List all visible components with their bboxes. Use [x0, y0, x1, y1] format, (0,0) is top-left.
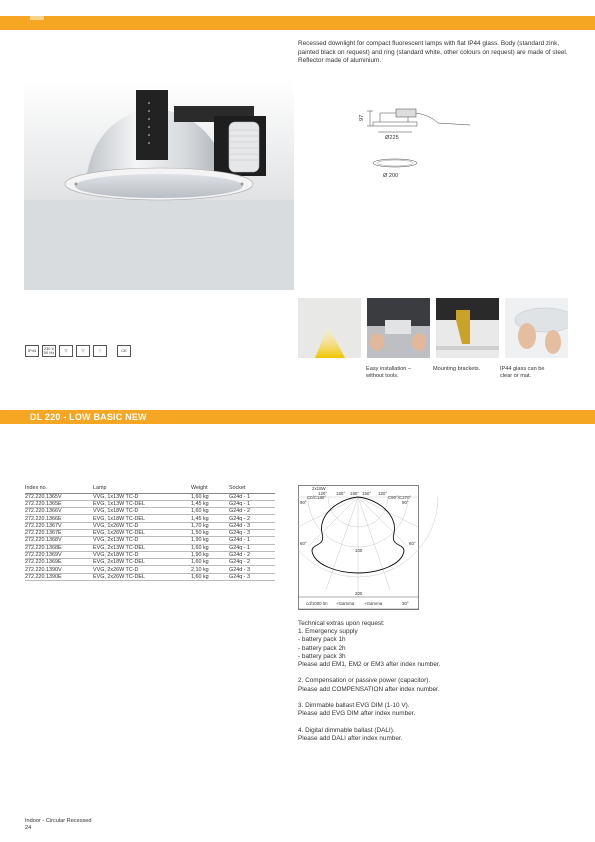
polar-plane-c0: C0/C180° [307, 495, 327, 500]
cell-socket: G24q - 1 [229, 500, 275, 507]
cell-weight: 1,90 kg [191, 551, 229, 558]
cell-weight: 1,60 kg [191, 544, 229, 551]
glass-photo [505, 298, 568, 358]
extras-line: Please add EVG DIM after index number. [298, 710, 416, 718]
extras-line: Please add EM1, EM2 or EM3 after index number. [298, 661, 441, 669]
product-description: Recessed downlight for compact fluorescent lamps with flat IP44 glass. Body (standard zink, painted black on request) and ring (standard white, other colours on request) are made of steel. Reflector made of aluminium. [298, 40, 568, 65]
installation-photo [367, 298, 430, 358]
cell-index: 272.220.1390V [25, 566, 93, 573]
table-row [25, 508, 275, 515]
polar-top-angle: 90° [402, 500, 409, 505]
extras-line: 3. Dimmable ballast EVG DIM (1-10 V). [298, 702, 410, 709]
polar-ring-200: 200 [355, 591, 363, 596]
polar-top-angle: 180° [350, 491, 360, 496]
outer-dimension: Ø 200 [383, 173, 399, 179]
table-row [25, 500, 275, 507]
dimension-drawing [350, 95, 480, 185]
extras-line: 1. Emergency supply [298, 628, 358, 636]
table-row [25, 566, 275, 573]
top-accent-bar [0, 16, 595, 30]
page-footer [25, 818, 92, 832]
cell-weight: 2,10 kg [191, 566, 229, 573]
cell-lamp: VVG, 2x18W TC-D [93, 551, 191, 558]
cell-socket: G24q - 2 [229, 515, 275, 522]
cell-socket: G24d - 2 [229, 551, 275, 558]
cell-weight: 1,60 kg [191, 508, 229, 515]
cell-lamp: EVG, 2x18W TC-DEL [93, 559, 191, 566]
cell-lamp: EVG, 1x13W TC-DEL [93, 500, 191, 507]
cell-weight: 1,60 kg [191, 493, 229, 500]
protection-class-icon: ⏚ [93, 345, 107, 357]
polar-top-angle: 90° [300, 500, 307, 505]
polar-unit-label: cd/1000 lm [306, 601, 328, 606]
cell-lamp: EVG, 2x13W TC-DEL [93, 544, 191, 551]
table-body [25, 493, 275, 581]
cell-weight: 1,60 kg [191, 573, 229, 580]
cell-index: 272.220.1366E [25, 515, 93, 522]
cell-lamp: VVG, 1x13W TC-D [93, 493, 191, 500]
cell-lamp: EVG, 2x26W TC-DEL [93, 573, 191, 580]
top-accent-tab [30, 16, 44, 20]
mounting-surface-icon: ▽ [59, 345, 73, 357]
cell-socket: G24q - 1 [229, 544, 275, 551]
mounting-bracket-photo [436, 298, 499, 358]
cell-index: 272.220.1390E [25, 573, 93, 580]
polar-top-angle: 120° [318, 491, 328, 496]
cell-weight: 1,45 kg [191, 500, 229, 507]
certification-icons [25, 345, 131, 357]
polar-gamma-right: +Gamma [364, 601, 383, 606]
detail-photos [298, 298, 568, 358]
polar-ring-100: 100 [355, 548, 363, 553]
table-header-row [25, 485, 275, 493]
extras-spacer [298, 718, 568, 726]
table-row [25, 551, 275, 558]
extras-line: Please add DALI after index number. [298, 734, 403, 742]
polar-top-angle: 150° [336, 491, 346, 496]
extras-line: 2. Compensation or passive power (capacitor). [298, 677, 431, 685]
table-row [25, 537, 275, 544]
cell-socket: G24d - 1 [229, 537, 275, 544]
cell-weight: 1,45 kg [191, 515, 229, 522]
ip44-icon: IP44 [25, 345, 39, 357]
cell-index: 272.220.1367E [25, 529, 93, 536]
cutout-dimension: Ø225 [385, 135, 399, 141]
cell-index: 272.220.1367V [25, 522, 93, 529]
polar-angle-right: 60° [409, 541, 416, 546]
caption-glass: IP44 glass can be clear or mat. [500, 366, 545, 380]
polar-lamp-label: 2x18W [312, 486, 326, 491]
cell-lamp: VVG, 1x26W TC-D [93, 522, 191, 529]
product-photo [24, 80, 294, 290]
cell-index: 272.220.1368E [25, 544, 93, 551]
cell-lamp: EVG, 1x18W TC-DEL [93, 515, 191, 522]
cell-socket: G24q - 3 [229, 529, 275, 536]
ce-mark-icon: CE [117, 345, 131, 357]
table-row [25, 573, 275, 580]
caption-brackets: Mounting brackets. [433, 366, 481, 372]
table-row [25, 522, 275, 529]
extras-spacer [298, 669, 568, 677]
extras-line: 4. Digital dimmable ballast (DALI). [298, 726, 395, 734]
header-weight: Weight [191, 485, 229, 493]
cell-lamp: VVG, 1x18W TC-D [93, 508, 191, 515]
cell-index: 272.220.1366V [25, 508, 93, 515]
cell-socket: G24d - 1 [229, 493, 275, 500]
cell-socket: G24d - 3 [229, 566, 275, 573]
extras-line: - battery pack 1h [298, 636, 346, 644]
footer-category: Indoor - Circular Recessed [25, 818, 92, 824]
cell-index: 272.220.1365V [25, 493, 93, 500]
polar-diagram [298, 485, 568, 610]
caption-installation: Easy installation – without tools. [366, 366, 412, 380]
cell-socket: G24q - 3 [229, 573, 275, 580]
height-dimension: 97 [359, 114, 365, 121]
photo-captions [366, 366, 558, 381]
header-socket: Socket [229, 485, 275, 493]
header-index: Index no. [25, 485, 93, 493]
polar-top-angle: 120° [378, 491, 388, 496]
cell-socket: G24d - 2 [229, 508, 275, 515]
cell-index: 272.220.1365E [25, 500, 93, 507]
cell-weight: 1,70 kg [191, 522, 229, 529]
extras-line: Please add COMPENSATION after index number. [298, 685, 440, 693]
polar-top-angle: 150° [362, 491, 372, 496]
extras-spacer [298, 694, 568, 702]
table-row [25, 544, 275, 551]
table-row [25, 493, 275, 500]
section-title: DL 220 - LOW BASIC NEW [30, 412, 147, 422]
cell-weight: 1,50 kg [191, 529, 229, 536]
technical-extras [298, 620, 568, 743]
table-row [25, 559, 275, 566]
spec-table [25, 485, 275, 581]
polar-gamma-left: +Gamma [336, 601, 355, 606]
cell-index: 272.220.1369V [25, 551, 93, 558]
cell-index: 272.220.1369E [25, 559, 93, 566]
header-lamp: Lamp [93, 485, 191, 493]
cell-weight: 1,90 kg [191, 537, 229, 544]
cell-lamp: VVG, 2x26W TC-D [93, 566, 191, 573]
cell-socket: G24d - 3 [229, 522, 275, 529]
cell-index: 272.220.1368V [25, 537, 93, 544]
page-number: 24 [25, 825, 32, 831]
voltage-icon: 230 V 50 Hz [43, 346, 55, 355]
cell-socket: G24q - 2 [229, 559, 275, 566]
thermal-icon: ▽ [76, 345, 90, 357]
polar-angle-bottom: 30° [402, 601, 409, 606]
cell-lamp: EVG, 1x26W TC-DEL [93, 529, 191, 536]
table-row [25, 515, 275, 522]
extras-heading: Technical extras upon request: [298, 620, 385, 627]
extras-line: - battery pack 3h [298, 652, 346, 660]
polar-angle-left: 60° [300, 541, 307, 546]
light-beam-photo [298, 298, 361, 358]
extras-line: - battery pack 2h [298, 644, 346, 652]
table-row [25, 529, 275, 536]
cell-lamp: VVG, 2x13W TC-D [93, 537, 191, 544]
polar-plane-c90: C90°/C270° [388, 495, 412, 500]
cell-weight: 1,60 kg [191, 559, 229, 566]
